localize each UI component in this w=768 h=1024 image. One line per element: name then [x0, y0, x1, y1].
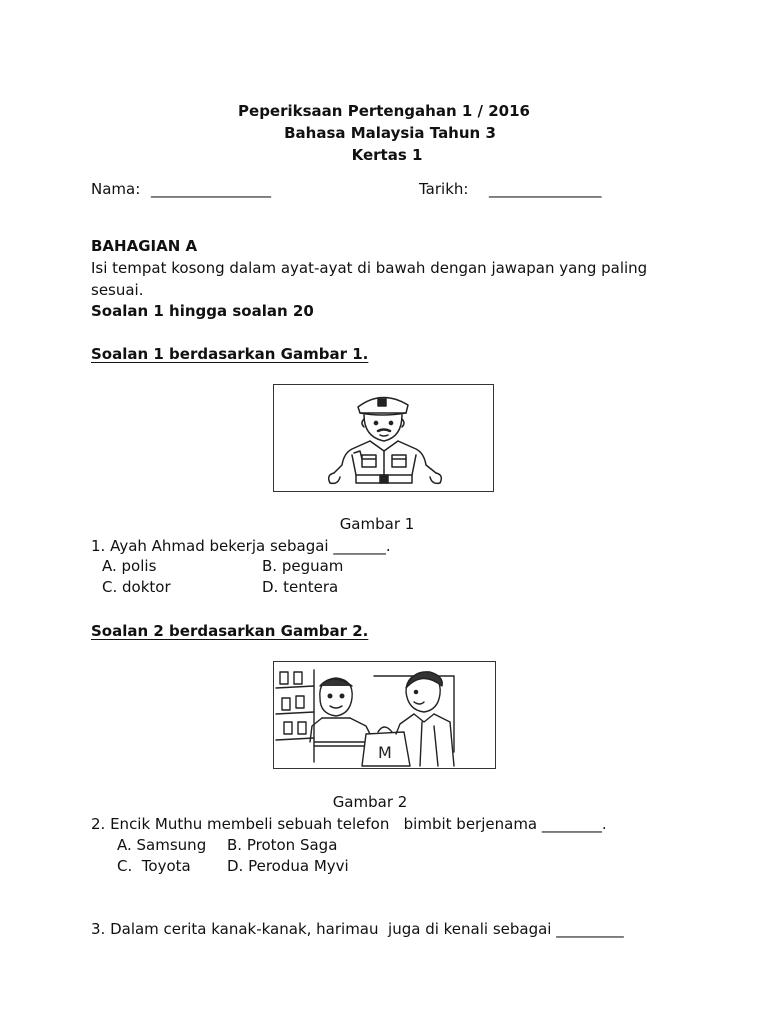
- figure-2-phone-shop: [273, 661, 496, 769]
- q1-intro: Soalan 1 berdasarkan Gambar 1.: [91, 345, 369, 363]
- q1-option-a[interactable]: A. polis: [102, 557, 157, 575]
- q1-option-d[interactable]: D. tentera: [262, 578, 339, 596]
- instruction-line-2: sesuai.: [91, 281, 144, 299]
- tarikh-label: Tarikh:: [419, 180, 469, 198]
- q3-text: 3. Dalam cerita kanak-kanak, harimau juga di kenali sebagai _________: [91, 920, 624, 938]
- q2-text: 2. Encik Muthu membeli sebuah telefon bimbit berjenama ________.: [91, 815, 607, 833]
- q1-option-c[interactable]: C. doktor: [102, 578, 171, 596]
- figure-1-policeman: [273, 384, 494, 492]
- exam-paper: Kertas 1: [351, 146, 423, 164]
- q1-option-b[interactable]: B. peguam: [262, 557, 344, 575]
- q1-text: 1. Ayah Ahmad bekerja sebagai _______.: [91, 537, 391, 555]
- figure-2-caption: Gambar 2: [332, 793, 408, 811]
- nama-blank: ________________: [151, 180, 271, 198]
- q2-intro: Soalan 2 berdasarkan Gambar 2.: [91, 622, 369, 640]
- bag-letter: M: [378, 743, 392, 762]
- tarikh-blank: _______________: [489, 180, 602, 198]
- exam-subject: Bahasa Malaysia Tahun 3: [284, 124, 496, 142]
- q2-option-c[interactable]: C. Toyota: [117, 857, 191, 875]
- instruction-line-1: Isi tempat kosong dalam ayat-ayat di bawah dengan jawapan yang paling: [91, 259, 648, 277]
- section-title: BAHAGIAN A: [91, 237, 198, 255]
- q2-option-d[interactable]: D. Perodua Myvi: [227, 857, 349, 875]
- exam-title: Peperiksaan Pertengahan 1 / 2016: [238, 102, 530, 120]
- question-range: Soalan 1 hingga soalan 20: [91, 302, 314, 320]
- q2-option-a[interactable]: A. Samsung: [117, 836, 207, 854]
- figure-1-caption: Gambar 1: [339, 515, 415, 533]
- q2-option-b[interactable]: B. Proton Saga: [227, 836, 338, 854]
- nama-label: Nama:: [91, 180, 141, 198]
